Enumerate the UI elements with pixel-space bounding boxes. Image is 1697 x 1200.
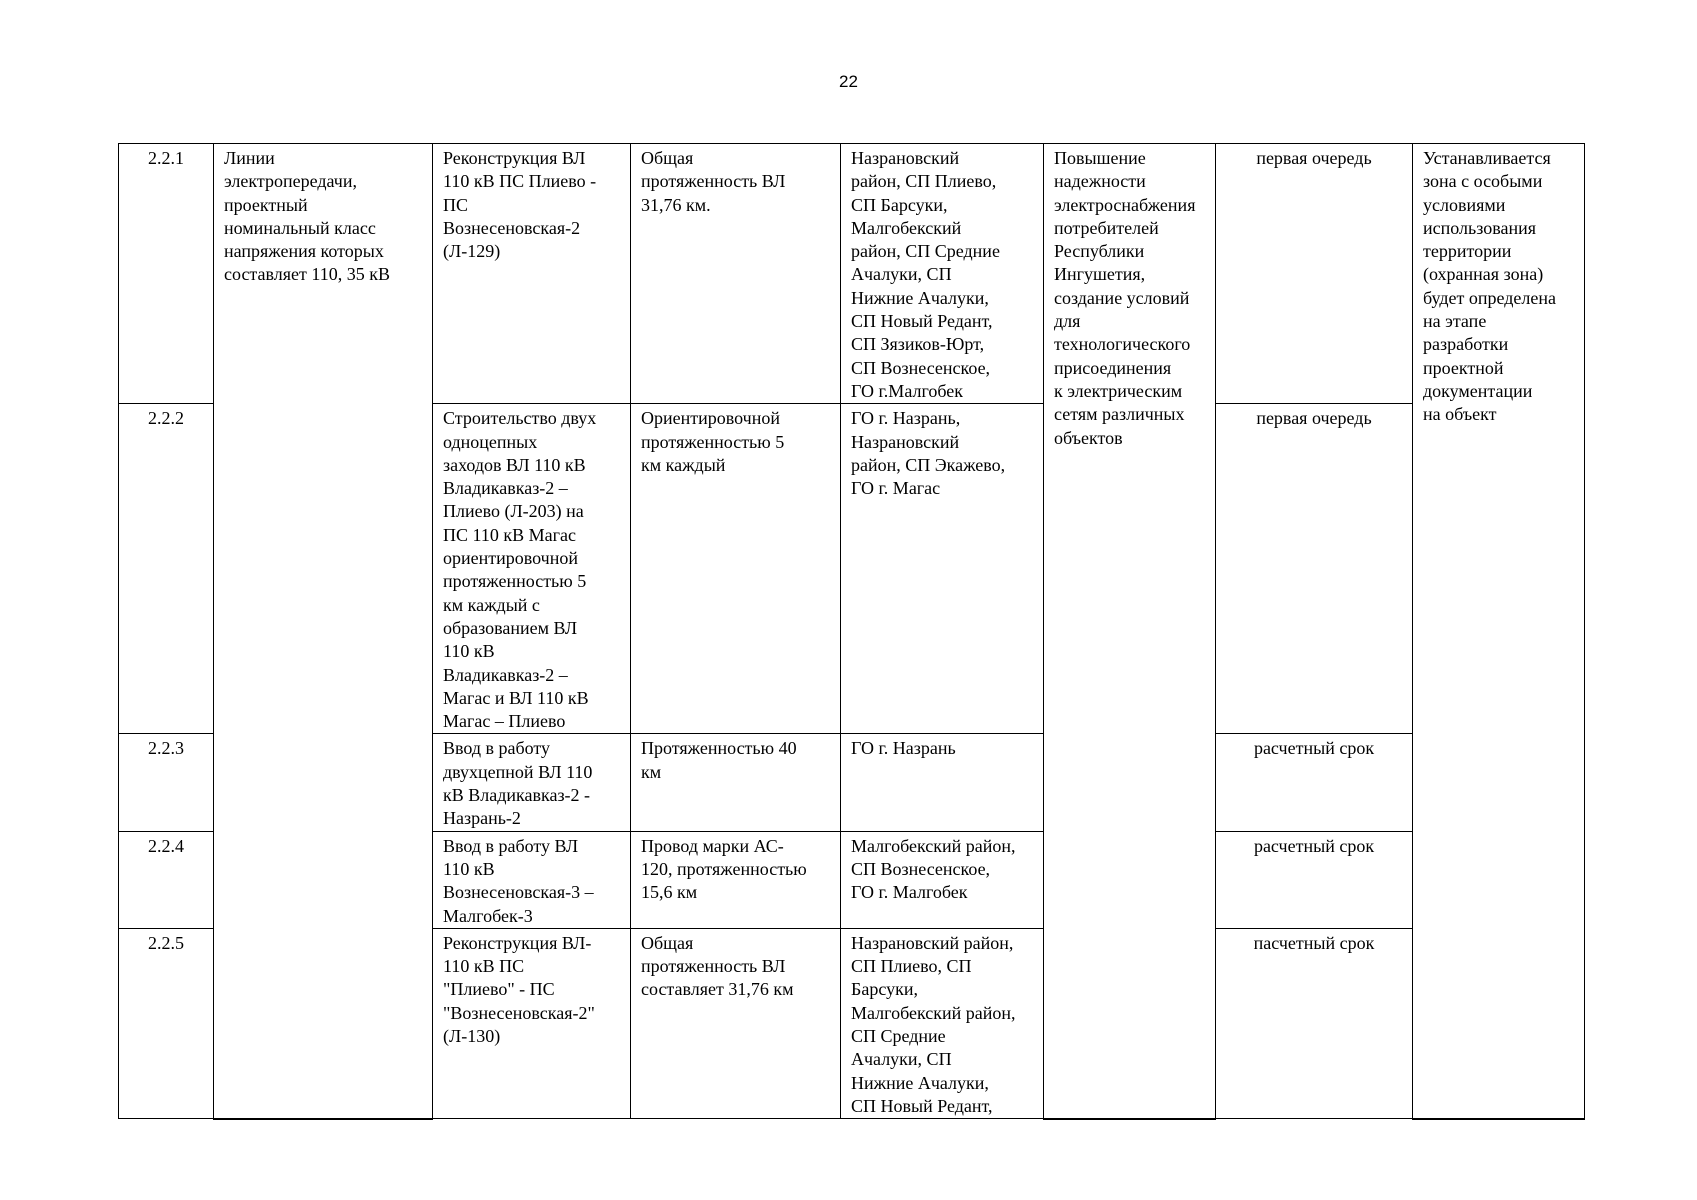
- location-cell: Назрановский район, СП Плиево, СП Барсуки, Малгобекский район, СП Средние Ачалуки, СП Нижние Ачалуки, СП Новый Редант, СП Зязиков-Юрт, СП Вознесенское, ГО г.Малгобек: [841, 144, 1044, 404]
- object-name-cell: Реконструкция ВЛ 110 кВ ПС Плиево - ПС Вознесеновская-2 (Л-129): [433, 144, 631, 404]
- row-number: 2.2.4: [119, 831, 214, 928]
- row-number: 2.2.2: [119, 404, 214, 734]
- location-cell: Малгобекский район, СП Вознесенское, ГО г. Малгобек: [841, 831, 1044, 928]
- characteristics-cell: Общая протяженность ВЛ составляет 31,76 км: [631, 928, 841, 1118]
- term-cell: пасчетный срок: [1216, 928, 1413, 1118]
- characteristics-cell: Протяженностью 40 км: [631, 734, 841, 831]
- object-type-cell: Линии электропередачи, проектный номинальный класс напряжения которых составляет 110, 35 кВ: [214, 144, 433, 1119]
- row-number: 2.2.5: [119, 928, 214, 1118]
- page-number: 22: [839, 72, 858, 91]
- term-cell: расчетный срок: [1216, 831, 1413, 928]
- object-name-cell: Ввод в работу двухцепной ВЛ 110 кВ Владикавказ-2 - Назрань-2: [433, 734, 631, 831]
- location-cell: ГО г. Назрань: [841, 734, 1044, 831]
- term-cell: первая очередь: [1216, 404, 1413, 734]
- term-cell: расчетный срок: [1216, 734, 1413, 831]
- location-cell: ГО г. Назрань, Назрановский район, СП Экажево, ГО г. Магас: [841, 404, 1044, 734]
- term-cell: первая очередь: [1216, 144, 1413, 404]
- objects-table: [118, 143, 1585, 1120]
- characteristics-cell: Провод марки АС- 120, протяженностью 15,6 км: [631, 831, 841, 928]
- zone-cell: Устанавливается зона с особыми условиями использования территории (охранная зона) будет определена на этапе разработки проектной документации на объект: [1413, 144, 1585, 1119]
- object-name-cell: Реконструкция ВЛ- 110 кВ ПС "Плиево" - ПС "Вознесеновская-2" (Л-130): [433, 928, 631, 1118]
- location-cell: Назрановский район, СП Плиево, СП Барсуки, Малгобекский район, СП Средние Ачалуки, СП Нижние Ачалуки, СП Новый Редант,: [841, 928, 1044, 1118]
- characteristics-cell: Общая протяженность ВЛ 31,76 км.: [631, 144, 841, 404]
- object-name-cell: Строительство двух одноцепных заходов ВЛ 110 кВ Владикавказ-2 – Плиево (Л-203) на ПС 110 кВ Магас ориентировочной протяженностью 5 км каждый с образованием ВЛ 110 кВ Владикавказ-2 – Магас и ВЛ 110 кВ Магас – Плиево: [433, 404, 631, 734]
- characteristics-cell: Ориентировочной протяженностью 5 км каждый: [631, 404, 841, 734]
- purpose-cell: Повышение надежности электроснабжения потребителей Республики Ингушетия, создание условий для технологического присоединения к электрическим сетям различных объектов: [1044, 144, 1216, 1119]
- row-number: 2.2.1: [119, 144, 214, 404]
- row-number: 2.2.3: [119, 734, 214, 831]
- object-name-cell: Ввод в работу ВЛ 110 кВ Вознесеновская-3 – Малгобек-3: [433, 831, 631, 928]
- table-row: [119, 144, 1585, 404]
